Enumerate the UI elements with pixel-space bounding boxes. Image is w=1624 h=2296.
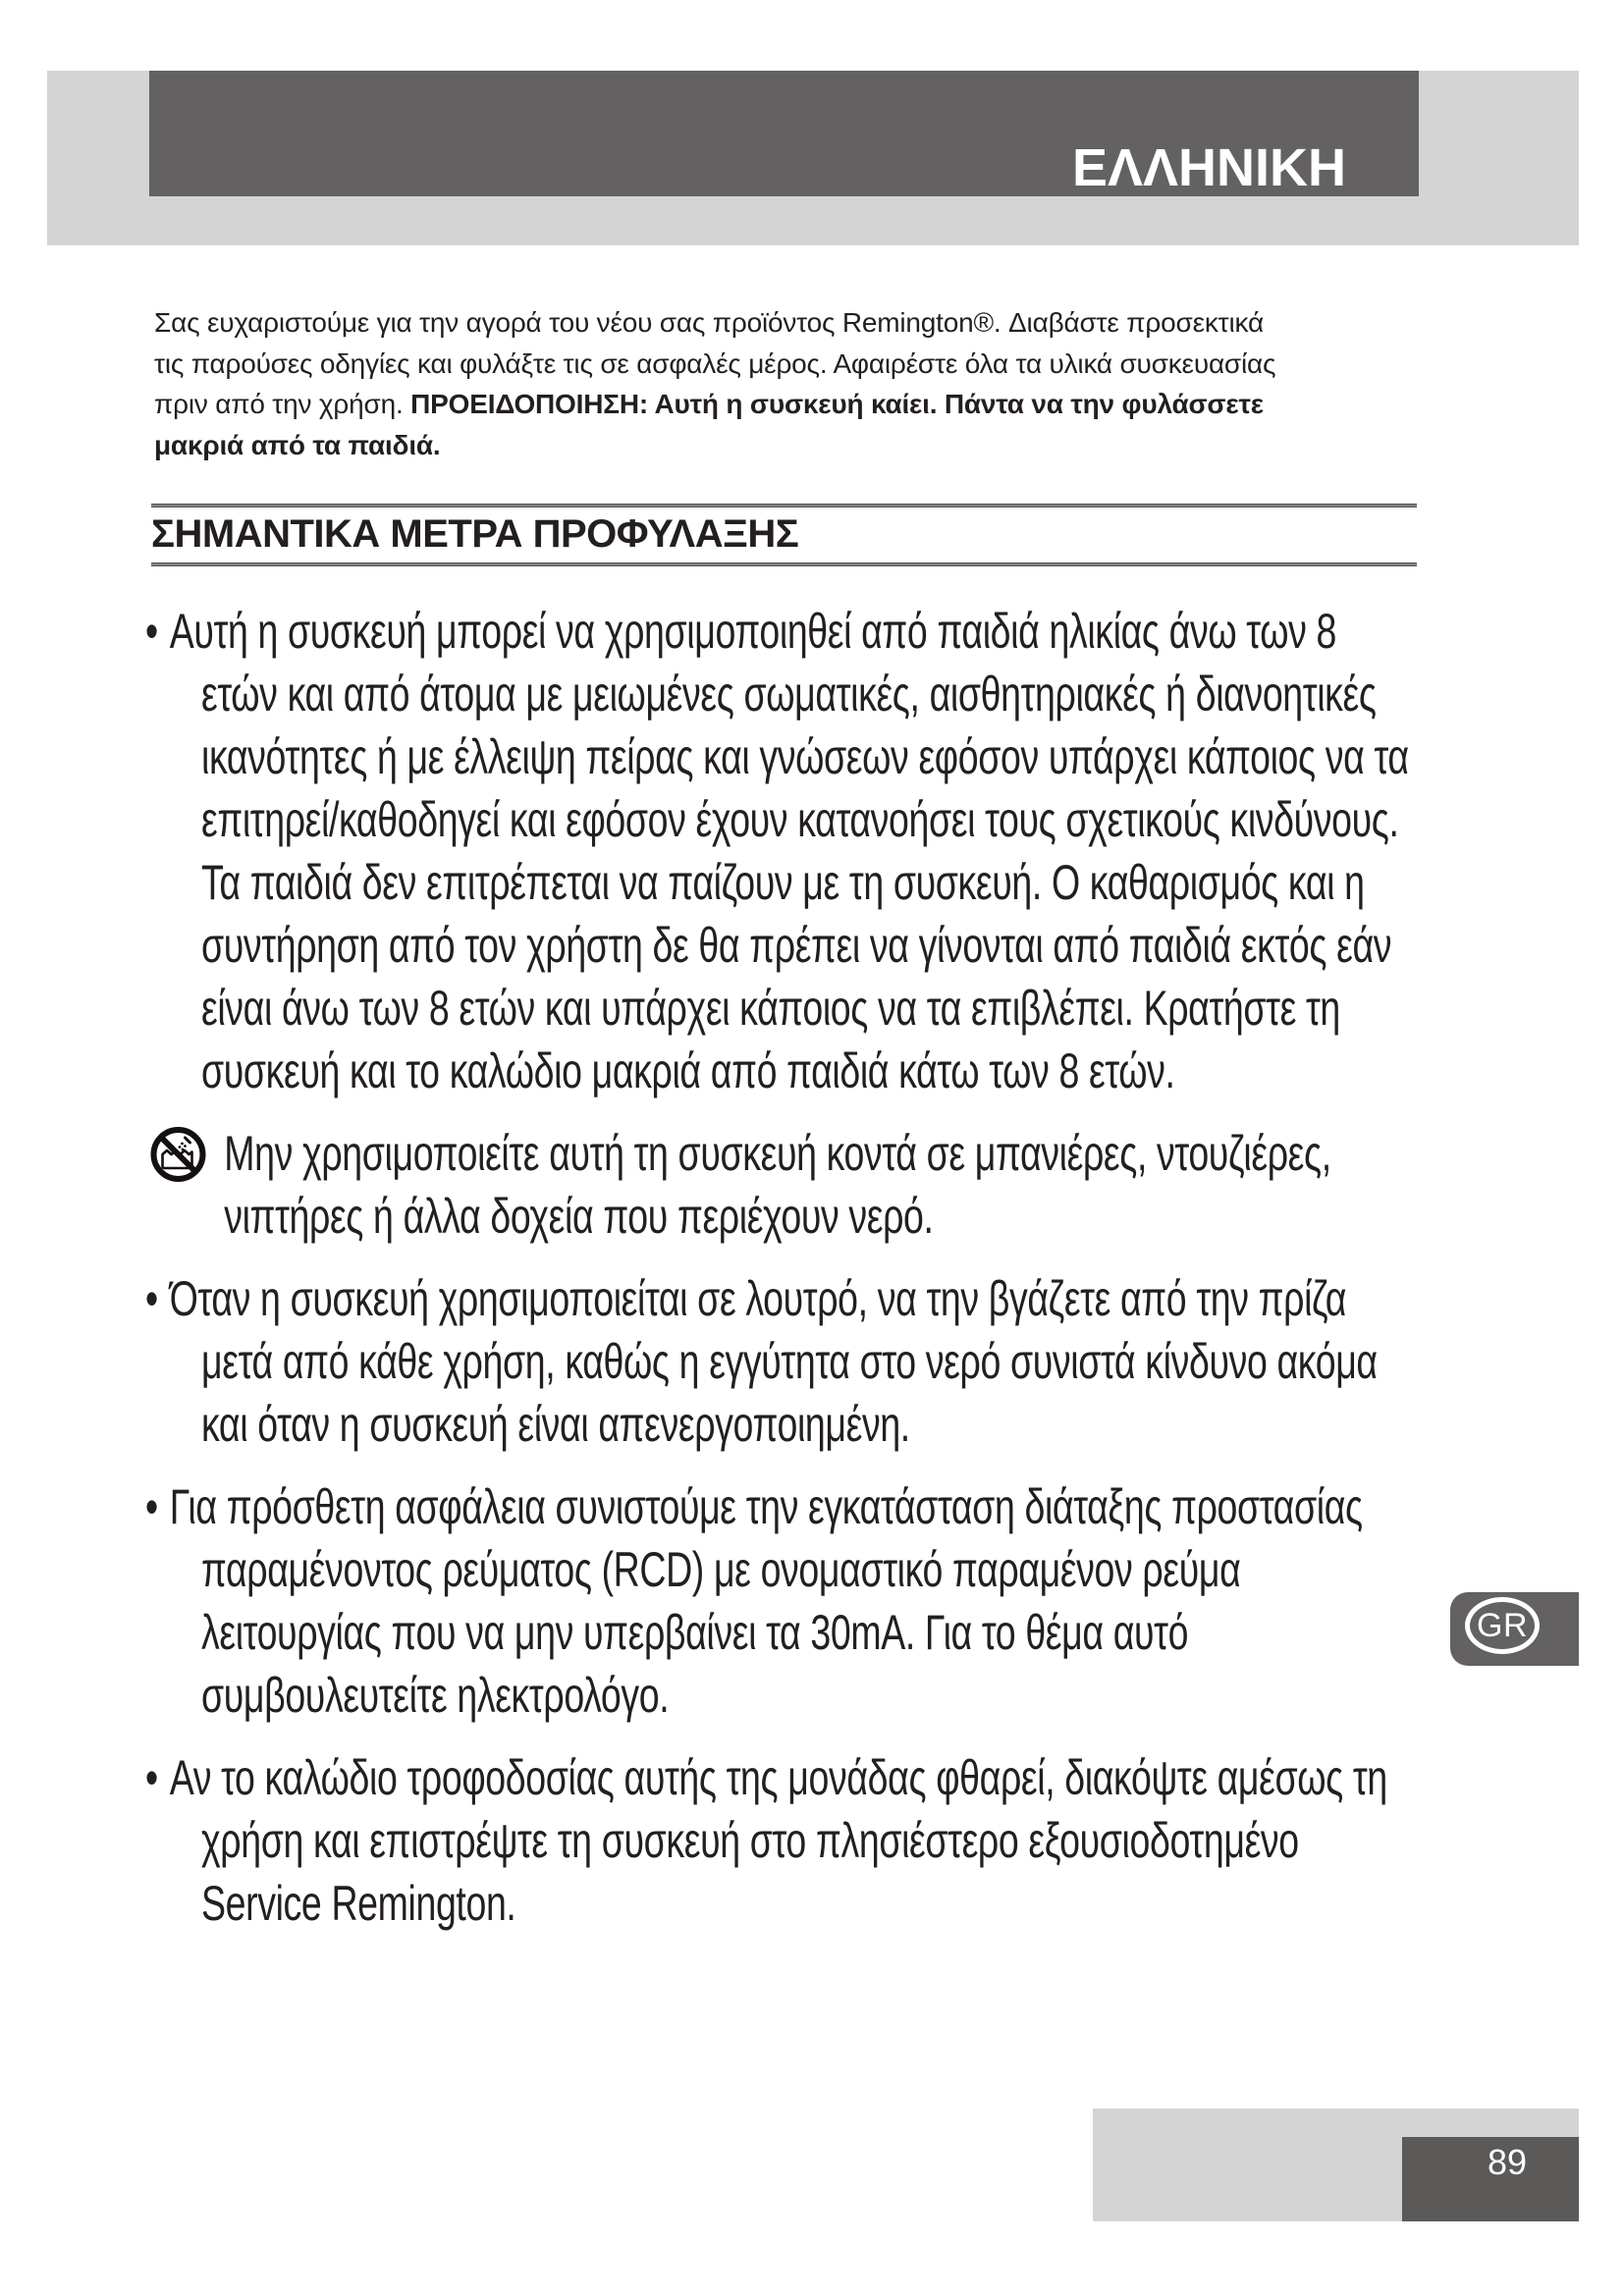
bullet-marker: • xyxy=(145,1479,158,1534)
safety-list xyxy=(145,600,1417,1954)
bullet-marker: • xyxy=(145,1271,158,1326)
intro-text: Σας ευχαριστούμε για την αγορά του νέου σας προϊόντος Remington®. Διαβάστε προσεκτικά τις παρούσες οδηγίες και φυλάξτε τις σε ασφαλές μέρος. Αφαιρέστε όλα τα υλικά συσκευασίας πριν από την χρήση. xyxy=(154,307,1276,419)
intro-warning-text: ΠΡΟΕΙΔΟΠΟΙΗΣΗ: Αυτή η συσκευή καίει. Πάντα να την φυλάσσετε μακριά από τα παιδιά. xyxy=(154,389,1264,460)
footer-bar xyxy=(1093,2109,1579,2221)
page-title: ΕΛΛΗΝΙΚΗ xyxy=(1071,138,1346,197)
page-number: 89 xyxy=(1487,2142,1527,2182)
list-item-text: Αν το καλώδιο τροφοδοσίας αυτής της μονάδας φθαρεί, διακόψτε αμέσως τη χρήση και επιστρέψτε τη συσκευή στο πλησιέστερο εξουσιοδοτημένο Service Remington. xyxy=(169,1750,1387,1931)
bullet-marker: • xyxy=(145,1750,158,1805)
list-item xyxy=(145,600,1417,1102)
no-water-use-icon xyxy=(150,1124,207,1185)
gr-badge xyxy=(1465,1597,1540,1654)
gr-label: GR xyxy=(1477,1606,1528,1644)
list-item xyxy=(145,1746,1417,1935)
language-header xyxy=(149,71,1419,196)
list-item xyxy=(145,1122,1417,1248)
section-title: ΣΗΜΑΝΤΙΚΑ ΜΕΤΡΑ ΠΡΟΦΥΛΑΞΗΣ xyxy=(151,512,799,556)
intro-paragraph xyxy=(154,302,1283,465)
heading-rule-top xyxy=(151,504,1417,507)
heading-rule-bottom xyxy=(151,562,1417,566)
bullet-marker: • xyxy=(145,604,158,659)
list-item xyxy=(145,1267,1417,1456)
list-item-text: Όταν η συσκευή χρησιμοποιείται σε λουτρό, να την βγάζετε από την πρίζα μετά από κάθε χρήση, καθώς η εγγύτητα στο νερό συνιστά κίνδυνο ακόμα και όταν η συσκευή είναι απενεργοποιημένη. xyxy=(169,1271,1378,1452)
header-band xyxy=(47,71,1579,245)
list-item-text: Για πρόσθετη ασφάλεια συνιστούμε την εγκατάσταση διάταξης προστασίας παραμένοντος ρεύματος (RCD) με ονομαστικό παραμένον ρεύμα λειτουργίας που να μην υπερβαίνει τα 30mA. Για το θέμα αυτό συμβουλευτείτε ηλεκτρολόγο. xyxy=(169,1479,1363,1723)
list-item-text: Αυτή η συσκευή μπορεί να χρησιμοποιηθεί από παιδιά ηλικίας άνω των 8 ετών και από άτομα με μειωμένες σωματικές, αισθητηριακές ή διανοητικές ικανότητες ή με έλλειψη πείρας και γνώσεων εφόσον υπάρχει κάποιος να τα επιτηρεί/καθοδηγεί και εφόσον έχουν κατανοήσει τους σχετικούς κινδύνους. Τα παιδιά δεν επιτρέπεται να παίζουν με τη συσκευή. Ο καθαρισμός και η συντήρηση από τον χρήστη δε θα πρέπει να γίνονται από παιδιά εκτός εάν είναι άνω των 8 ετών και υπάρχει κάποιος να τα επιβλέπει. Κρατήστε τη συσκευή και το καλώδιο μακριά από παιδιά κάτω των 8 ετών. xyxy=(169,604,1409,1098)
section-heading-block xyxy=(151,504,1417,568)
language-tab xyxy=(1450,1592,1579,1666)
page-number-box xyxy=(1402,2137,1579,2221)
list-item xyxy=(145,1475,1417,1727)
list-item-text: Μην χρησιμοποιείτε αυτή τη συσκευή κοντά σε μπανιέρες, ντουζιέρες, νιπτήρες ή άλλα δοχεία που περιέχουν νερό. xyxy=(224,1126,1331,1244)
